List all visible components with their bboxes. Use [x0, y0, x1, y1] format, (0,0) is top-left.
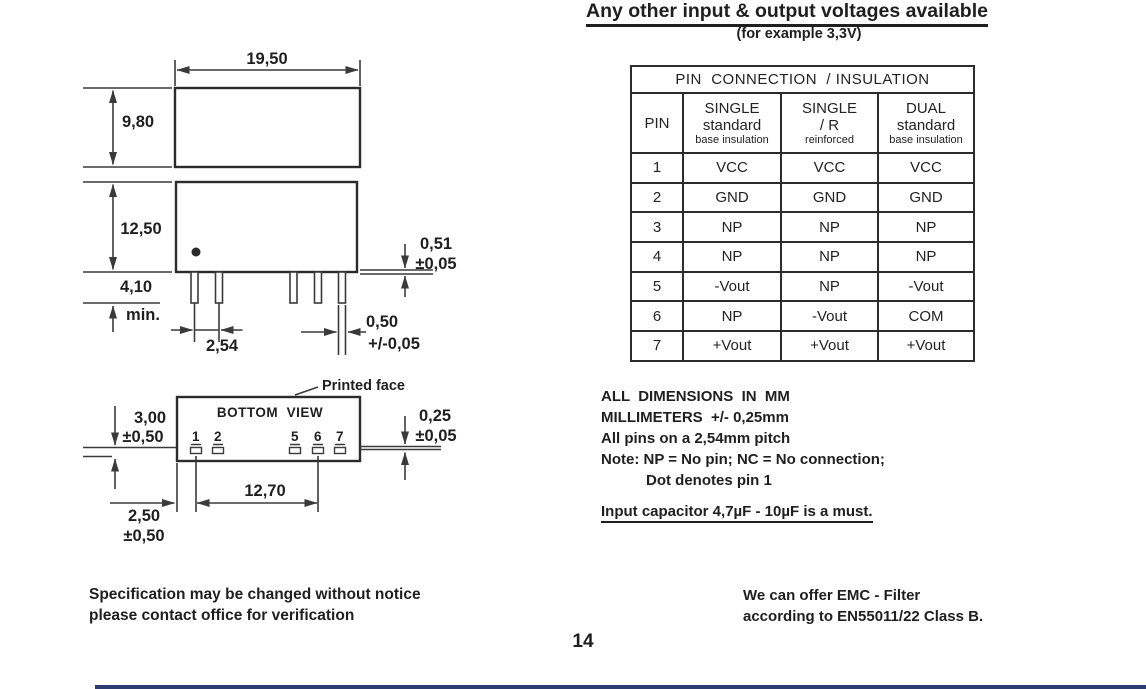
top-view-drawing	[83, 50, 360, 167]
specification-note: Specification may be changed without notice please contact office for verification	[89, 586, 421, 624]
pad-thickness-ref-lines	[360, 447, 441, 450]
pin1-dot	[192, 248, 201, 257]
column-header-pin: PIN	[631, 93, 683, 153]
pin-width-extension-lines	[339, 305, 346, 355]
pin-6	[315, 272, 322, 303]
input-capacitor-note: Input capacitor 4,7µF - 10µF is a must.	[601, 503, 1021, 523]
table-title: PIN CONNECTION / INSULATION	[631, 66, 974, 93]
dim-pin-width-tol-label: +/-0,05	[368, 335, 420, 353]
pin-number-7: 7	[335, 429, 345, 444]
table-row: 4 NP NP NP	[631, 242, 974, 272]
dim-body-height-label: 12,50	[120, 220, 162, 238]
dim-height-label: 9,80	[121, 113, 155, 131]
note-line: ALL DIMENSIONS IN MM	[601, 388, 790, 405]
offset-ref-lines	[83, 448, 176, 457]
pin-2	[216, 272, 223, 303]
pin-7	[339, 272, 346, 303]
note-line: Note: NP = No pin; NC = No connection;	[601, 451, 885, 468]
dim-pin-length-min-label: min.	[126, 306, 160, 324]
pin-number-1: 1	[191, 429, 201, 444]
note-line: All pins on a 2,54mm pitch	[601, 430, 791, 447]
dimension-notes	[601, 386, 1021, 523]
dim-span-label: 12,70	[244, 482, 286, 500]
page-number: 14	[572, 631, 594, 652]
bottom-view-label: BOTTOM VIEW	[216, 405, 324, 420]
dim-pitch-label: 2,54	[205, 337, 239, 355]
table-row: 2 GND GND GND	[631, 183, 974, 213]
bottom-view-drawing	[83, 378, 457, 545]
pad-2	[213, 448, 224, 454]
dim-width-label: 19,50	[246, 50, 288, 68]
pin-5	[290, 272, 297, 303]
table-row: 3 NP NP NP	[631, 212, 974, 242]
note-line: Dot denotes pin 1	[646, 472, 772, 489]
dim-offset-tol-label: ±0,50	[122, 428, 164, 446]
dim-standoff-tol-label: ±0,05	[415, 255, 457, 273]
side-view-outline	[176, 182, 357, 272]
footer-bar	[95, 685, 1146, 689]
printed-face-label: Printed face	[322, 378, 405, 394]
column-header-dual-standard: DUAL standard base insulation	[878, 93, 974, 153]
column-header-single-r: SINGLE / R reinforced	[781, 93, 878, 153]
note-line: MILLIMETERS +/- 0,25mm	[601, 409, 789, 426]
table-row: 1 VCC VCC VCC	[631, 153, 974, 183]
column-header-single-standard: SINGLE standard base insulation	[683, 93, 781, 153]
pad-1	[191, 448, 202, 454]
pad-6	[313, 448, 324, 454]
pin-number-5: 5	[290, 429, 300, 444]
page-title: Any other input & output voltages available	[538, 0, 1036, 27]
dim-pad-thickness-label: 0,25	[418, 407, 452, 425]
pin-1	[191, 272, 198, 303]
mechanical-drawing	[0, 0, 500, 560]
pin-number-6: 6	[313, 429, 323, 444]
table-row: 7 +Vout +Vout +Vout	[631, 331, 974, 361]
pad-7	[335, 448, 346, 454]
page-subtitle: (for example 3,3V)	[736, 26, 862, 42]
side-view-drawing	[83, 182, 457, 355]
dim-edge-offset-tol-label: ±0,50	[123, 527, 165, 545]
emc-filter-note: We can offer EMC - Filter according to EN55011/22 Class B.	[743, 587, 984, 625]
pin-number-2: 2	[213, 429, 223, 444]
printed-face-leader	[295, 387, 318, 395]
dim-pad-thickness-tol-label: ±0,05	[415, 427, 457, 445]
dim-offset-label: 3,00	[133, 409, 167, 427]
dim-pin-length-label: 4,10	[119, 278, 153, 296]
pin-connection-table	[630, 65, 975, 362]
top-view-outline	[175, 88, 360, 167]
pad-5	[290, 448, 301, 454]
table-row: 6 NP -Vout COM	[631, 301, 974, 331]
table-row: 5 -Vout NP -Vout	[631, 272, 974, 302]
dim-pin-width-label: 0,50	[365, 313, 399, 331]
dim-edge-offset-label: 2,50	[127, 507, 161, 525]
dim-standoff-label: 0,51	[419, 235, 453, 253]
